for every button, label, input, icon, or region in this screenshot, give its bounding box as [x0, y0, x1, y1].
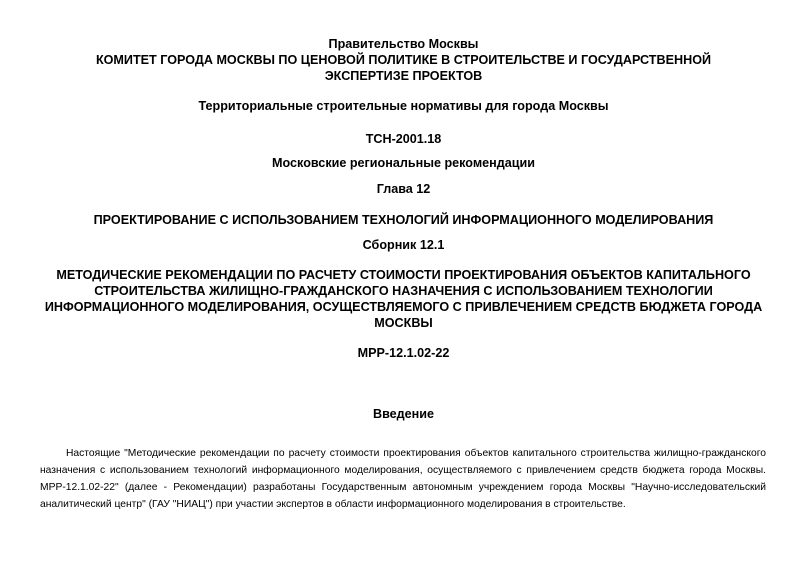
committee-name: КОМИТЕТ ГОРОДА МОСКВЫ ПО ЦЕНОВОЙ ПОЛИТИКЕ В СТРОИТЕЛЬСТВЕ И ГОСУДАРСТВЕННОЙ ЭКСПЕРТИЗЕ ПРОЕКТОВ — [95, 53, 712, 83]
norms-title: Территориальные строительные нормативы для города Москвы — [198, 99, 609, 113]
recommendations-type: Московские региональные рекомендации — [272, 156, 535, 170]
chapter-title: ПРОЕКТИРОВАНИЕ С ИСПОЛЬЗОВАНИЕМ ТЕХНОЛОГИЙ ИНФОРМАЦИОННОГО МОДЕЛИРОВАНИЯ — [93, 213, 714, 227]
norms-code: ТСН-2001.18 — [365, 132, 442, 146]
introduction-heading: Введение — [372, 407, 435, 421]
collection-number: Сборник 12.1 — [362, 238, 445, 252]
government-name: Правительство Москвы — [328, 37, 479, 51]
introduction-paragraph: Настоящие "Методические рекомендации по расчету стоимости проектирования объектов капитального строительства жилищно-гражданского назначения с использованием технологий информационного моделирования, осуществляемого с привлечением средств бюджета города Москвы. МРР-12.1.02-22" (далее - Рекомендации) разработаны Государственным автономным учреждением города Москвы "Научно-исследовательский аналитический центр" (ГАУ "НИАЦ") при участии экспертов в области информационного моделирования в строительстве. — [40, 448, 766, 510]
collection-title: МЕТОДИЧЕСКИЕ РЕКОМЕНДАЦИИ ПО РАСЧЕТУ СТОИМОСТИ ПРОЕКТИРОВАНИЯ ОБЪЕКТОВ КАПИТАЛЬНОГО СТРОИТЕЛЬСТВА ЖИЛИЩНО-ГРАЖДАНСКОГО НАЗНАЧЕНИЯ С ИСПОЛЬЗОВАНИЕМ ТЕХНОЛОГИИ ИНФОРМАЦИОННОГО МОДЕЛИРОВАНИЯ, ОСУЩЕСТВЛЯЕМОГО С ПРИВЛЕЧЕНИЕМ СРЕДСТВ БЮДЖЕТА ГОРОДА МОСКВЫ — [44, 268, 763, 330]
document-code: МРР-12.1.02-22 — [357, 346, 450, 360]
chapter-number: Глава 12 — [376, 182, 431, 196]
